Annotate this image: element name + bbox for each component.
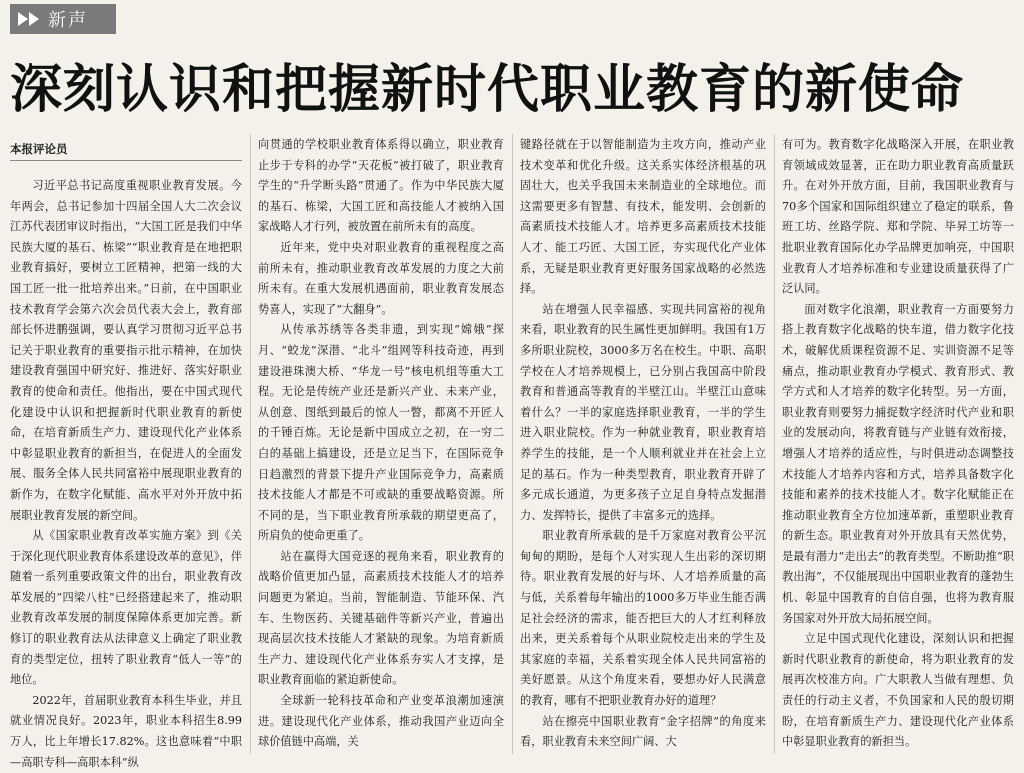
article-paragraph: 站在擦亮中国职业教育“金字招牌”的角度来看，职业教育未来空间广阔、大: [520, 714, 766, 749]
article-paragraph: 全球新一轮科技革命和产业变革浪潮加速演进。建设现代化产业体系，推动我国产业迈向全球价值链中高端，关: [258, 694, 504, 749]
article-paragraph: 2022年，首届职业教育本科生毕业，并且就业情况良好。2023年，职业本科招生8.99万人，比上年增长17.82%。这也意味着“中职—高职专科—高职本科”纵: [10, 693, 242, 769]
headline: 深刻认识和把握新时代职业教育的新使命: [10, 60, 965, 120]
column-divider: [512, 134, 513, 754]
article-paragraph: 职业教育所承载的是千万家庭对教育公平沉甸甸的期盼，是每个人对实现人生出彩的深切期待。职业教育发展的好与坏、人才培养质量的高与低，关系着每年输出的1000多万毕业生能否满足社会经济的需求，能否把巨大的人才红利释放出来，更关系着每个从职业院校走出来的学生及其家庭的幸福，关系着实现全体人民共同富裕的美好愿景。从这个角度来看，要想办好人民满意的教育，哪有不把职业教育办好的道理？: [520, 529, 766, 708]
article-paragraph: 站在赢得大国竞逐的视角来看，职业教育的战略价值更加凸显，高素质技术技能人才的培养问题更为紧迫。当前，智能制造、节能环保、汽车、生物医药、关键基础件等新兴产业，普遍出现高层次技术技能人才紧缺的现象。为培育新质生产力、建设现代化产业体系夯实人才支撑，是职业教育面临的紧迫新使命。: [258, 549, 504, 687]
section-tag-label: 新声: [48, 10, 88, 31]
article-column-4: [782, 135, 1014, 754]
article-column-2: [258, 135, 504, 754]
byline: 本报评论员: [10, 140, 242, 161]
article-paragraph: 站在增强人民幸福感、实现共同富裕的视角来看，职业教育的民生属性更加鲜明。我国有1万多所职业院校，3000多万名在校生。中职、高职学校在人才培养规模上，已分别占我国高中阶段教育和普通高等教育的半壁江山。半壁江山意味着什么？一半的家庭选择职业教育，一半的学生进入职业院校。作为一种就业教育，职业教育培养学生的技能，是一个人顺利就业并在社会上立足的基石。作为一种类型教育，职业教育开辟了多元成长通道，为更多孩子立足自身特点发掘潜力、发挥特长，提供了丰富多元的选择。: [520, 302, 766, 522]
article-column-3: [520, 135, 766, 754]
article-column-1: [10, 176, 242, 769]
article-paragraph: 习近平总书记高度重视职业教育发展。今年两会，总书记参加十四届全国人大二次会议江苏代表团审议时指出，“大国工匠是我们中华民族大厦的基石、栋梁”“职业教育是在地把职业教育搞好，要树立工匠精神，把第一线的大国工匠一批一批培养出来。”日前，在中国职业技术教育学会第六次会员代表大会上，教育部部长怀进鹏强调，要认真学习贯彻习近平总书记关于职业教育的重要指示批示精神，在加快建设教育强国中研究好、推进好、落实好职业教育的使命和责任。他指出，要在中国式现代化建设中认识和把握新时代职业教育的新使命，在培育新质生产力、建设现代化产业体系中彰显职业教育的新担当，在促进人的全面发展、服务全体人民共同富裕中展现职业教育的新作为，在数字化赋能、高水平对外开放中拓展职业教育发展的新空间。: [10, 179, 242, 522]
article-paragraph: 面对数字化浪潮，职业教育一方面要努力搭上教育数字化战略的快车道，借力数字化技术，破解优质课程资源不足、实训资源不足等痛点，推动职业教育办学模式、教育形式、教学方式和人才培养的数字化转型。另一方面，职业教育则要努力捕捉数字经济时代产业和职业的发展动向，将教育链与产业链有效衔接，增强人才培养的适应性，与时俱进动态调整技术技能人才培养内容和方式，培养具备数字化技能和素养的技术技能人才。数字化赋能正在推动职业教育全方位加速革新，重塑职业教育的新生态。职业教育对外开放具有天然优势，是最有潜力“走出去”的教育类型。不断助推“职教出海”，不仅能展现出中国职业教育的蓬勃生机、彰显中国教育的自信自强，也将为教育服务国家对外开放大局拓展空间。: [782, 302, 1014, 625]
double-arrow-icon: [18, 12, 40, 26]
article-paragraph: 从《国家职业教育改革实施方案》到《关于深化现代职业教育体系建设改革的意见》，伴随着一系列重要政策文件的出台，职业教育改革发展的“四梁八柱”已经搭建起来了，推动职业教育改革发展的制度保障体系更加完善。新修订的职业教育法从法律意义上确定了职业教育的类型定位，扭转了职业教育“低人一等”的地位。: [10, 529, 242, 687]
article-paragraph: 有可为。教育数字化战略深入开展，在职业教育领域成效显著，正在助力职业教育高质量跃升。在对外开放方面，目前，我国职业教育与70多个国家和国际组织建立了稳定的联系，鲁班工坊、丝路学院、郑和学院、毕昇工坊等一批职业教育国际化办学品牌更加响亮，中国职业教育人才培养标准和专业建设质量获得了广泛认同。: [782, 138, 1014, 296]
article-paragraph: 向贯通的学校职业教育体系得以确立，职业教育止步于专科的办学“天花板”被打破了，职业教育学生的“升学断头路”贯通了。作为中华民族大厦的基石、栋梁，大国工匠和高技能人才被纳入国家战略人才行列，被放置在前所未有的高度。: [258, 138, 504, 234]
column-divider: [250, 134, 251, 754]
article-paragraph: 键路径就在于以智能制造为主攻方向，推动产业技术变革和优化升级。这关系实体经济根基的巩固壮大，也关乎我国未来制造业的全球地位。而这需要更多有智慧、有技术，能发明、会创新的高素质技术技能人才。培养更多高素质技术技能人才、能工巧匠、大国工匠，夯实现代化产业体系，无疑是职业教育更好服务国家战略的必然选择。: [520, 138, 766, 296]
column-divider: [774, 134, 775, 754]
section-tag: [10, 4, 116, 34]
article-paragraph: 近年来，党中央对职业教育的重视程度之高前所未有，推动职业教育改革发展的力度之大前所未有。在重大发展机遇面前，职业教育发展态势喜人，实现了“大翻身”。: [258, 240, 504, 316]
article-paragraph: 立足中国式现代化建设，深刻认识和把握新时代职业教育的新使命，将为职业教育的发展再次校准方向。广大职教人当做有理想、负责任的行动主义者，不负国家和人民的殷切期盼，在培育新质生产力、建设现代化产业体系中彰显职业教育的新担当。: [782, 632, 1014, 749]
article-paragraph: 从传承苏绣等各类非遗，到实现“嫦娥”探月、“蛟龙”深潜、“北斗”组网等科技奇迹，再到建设港珠澳大桥、“华龙一号”核电机组等重大工程。无论是传统产业还是新兴产业、未来产业，从创意、图纸到最后的惊人一瞥，都离不开匠人的千锤百炼。无论是新中国成立之初，在一穷二白的基础上搞建设，还是立足当下，在国际竞争日趋激烈的背景下提升产业国际竞争力，高素质技术技能人才都是不可或缺的重要战略资源。所不同的是，当下职业教育所承载的期望更高了，所肩负的使命更重了。: [258, 323, 504, 543]
